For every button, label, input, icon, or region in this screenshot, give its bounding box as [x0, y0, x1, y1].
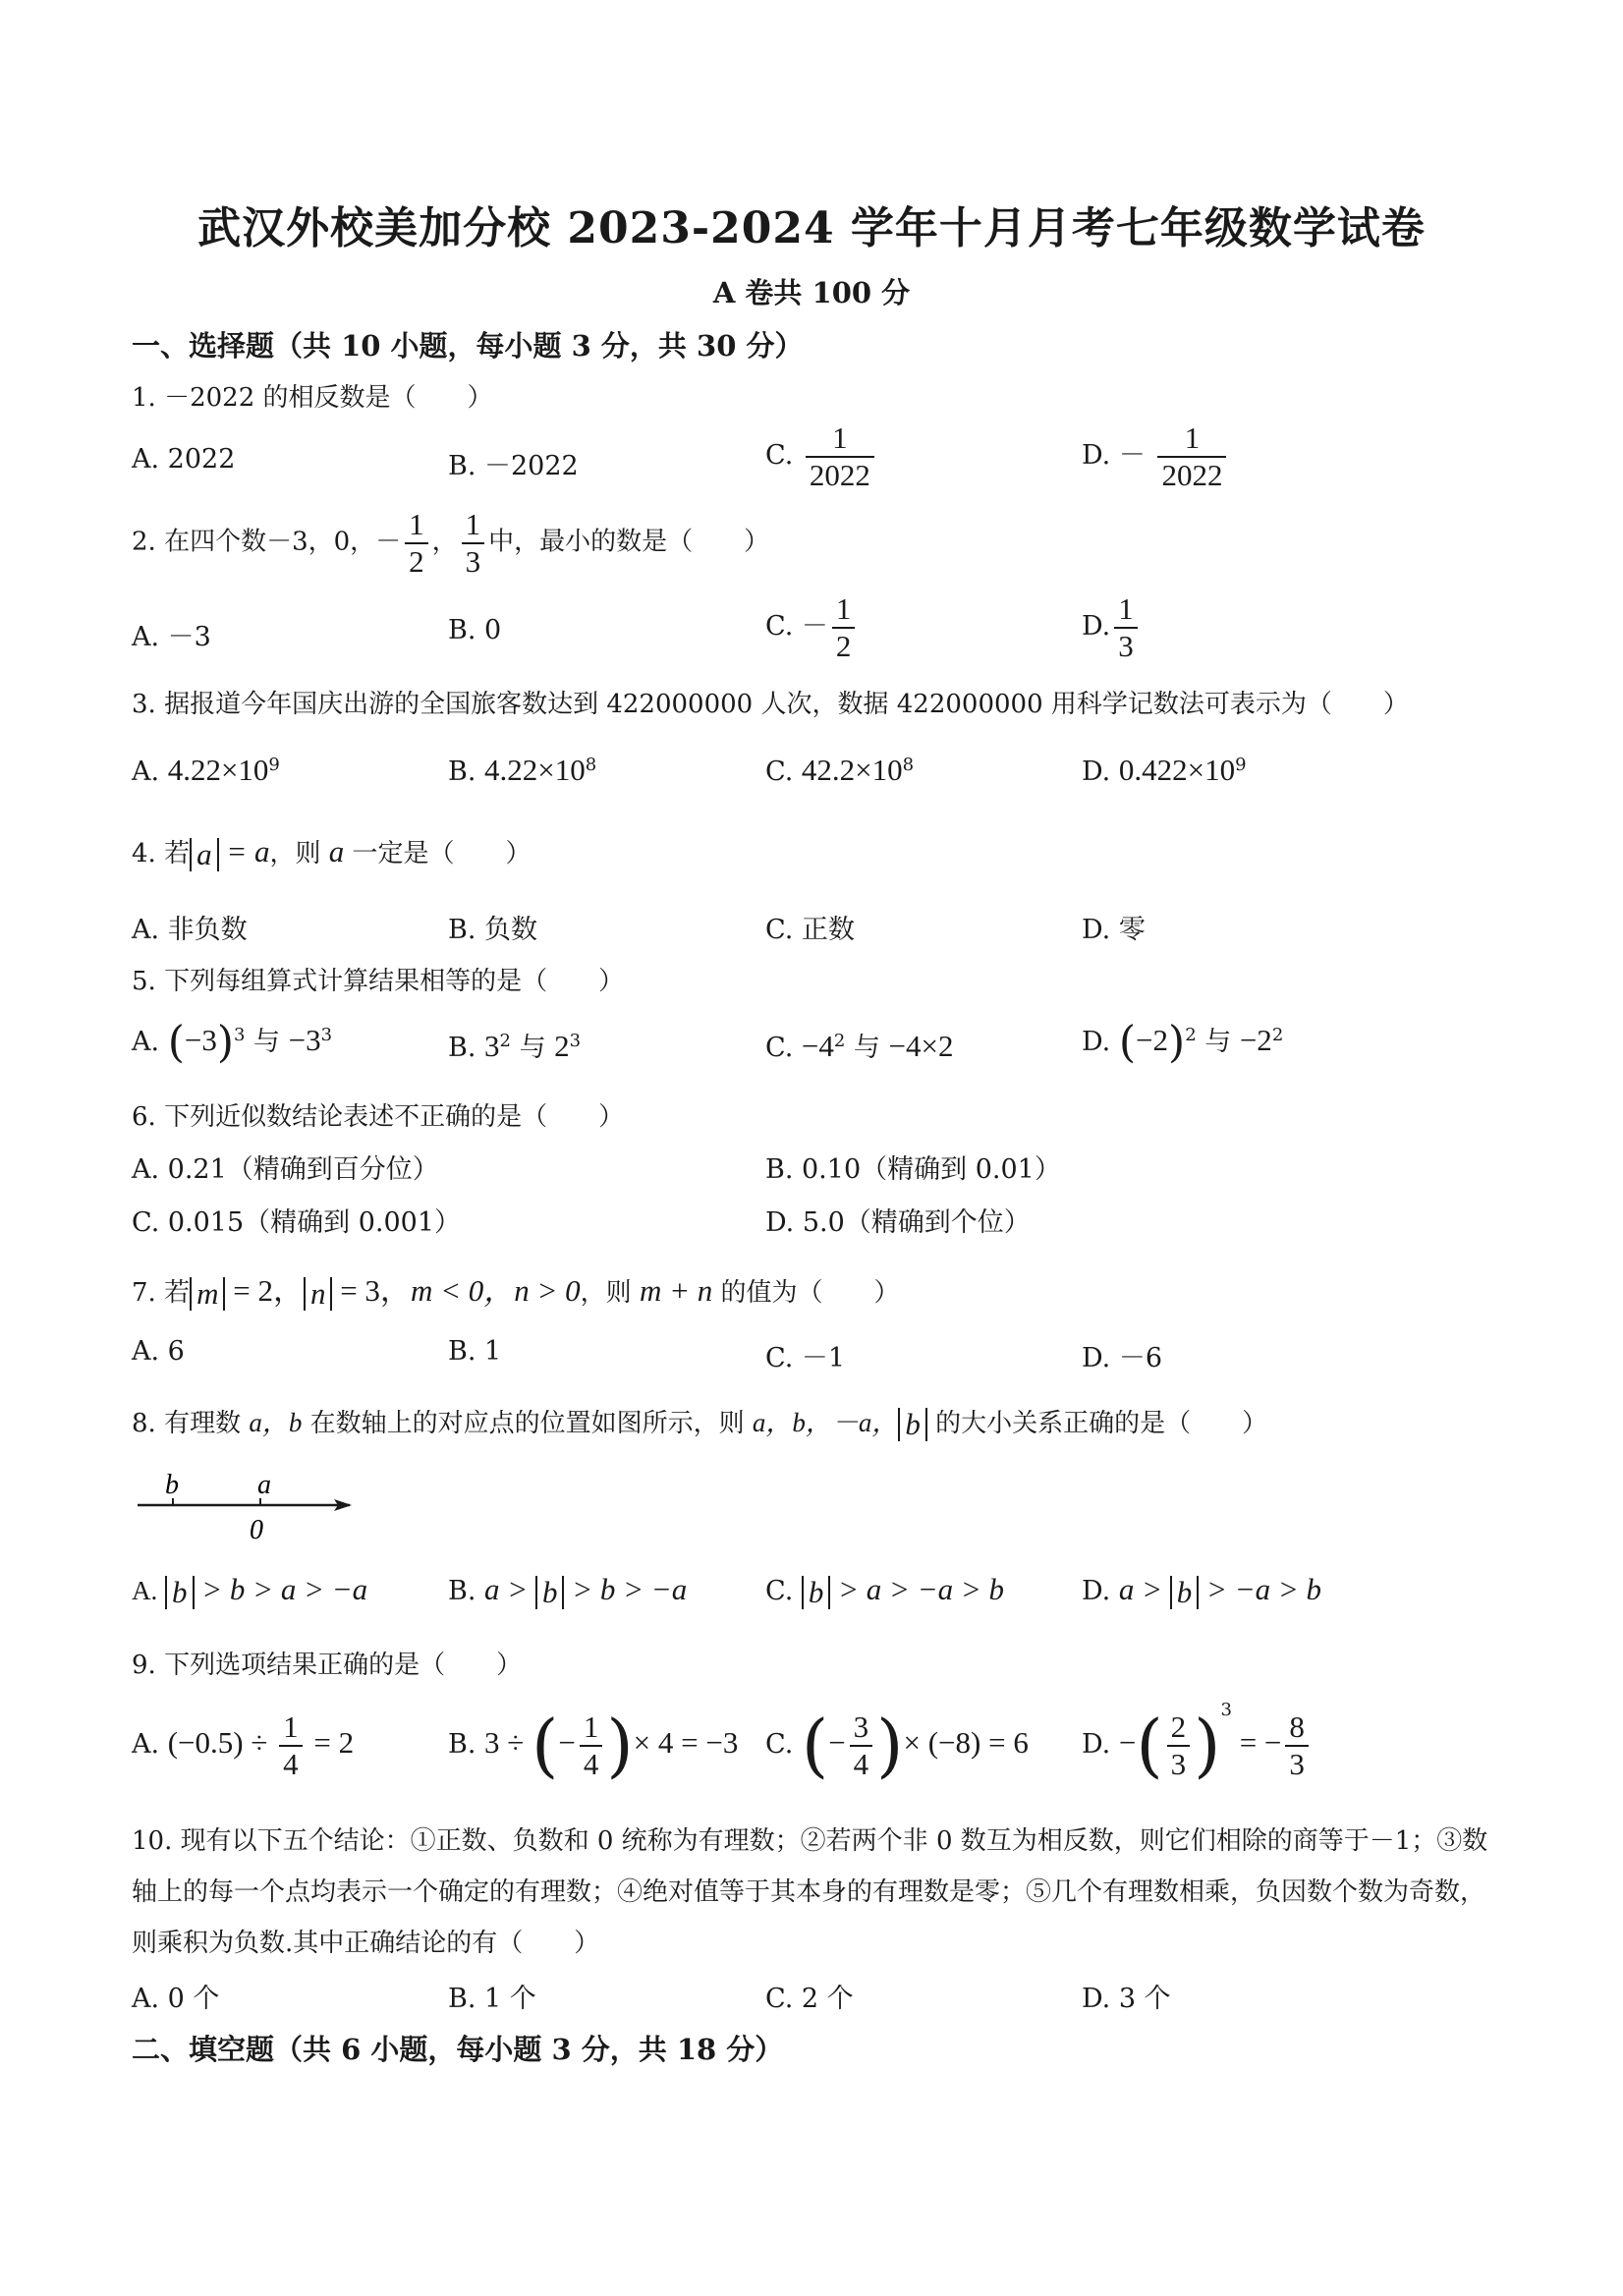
question-2-stem: 2. 在四个数－3，0，－ $\frac{1}{2}$ ， $\frac{1}{3}$ 中，最小的数是（ ）: [132, 507, 770, 579]
q10-option-d: D. 3 个: [1082, 1984, 1171, 2014]
q9-option-a: A. (−0.5) ÷ $\frac{1}{4}$ = 2: [132, 1709, 355, 1781]
section-heading-choice: 一、选择题（共 10 小题，每小题 3 分，共 30 分）: [132, 329, 804, 363]
q1-option-a: A. 2022: [132, 444, 236, 475]
question-6-stem: 6. 下列近似数结论表述不正确的是（ ）: [132, 1102, 625, 1132]
q9-option-b: B. 3 ÷ (− $\frac{1}{4}$ )× 4 = −3: [448, 1705, 739, 1786]
question-4-stem: 4. 若 a = a，则 a 一定是（ ）: [132, 834, 532, 871]
question-8-stem: 8. 有理数 a，b 在数轴上的对应点的位置如图所示，则 a，b，－a， b 的大小关系正确的是（ ）: [132, 1406, 1268, 1441]
q8-option-b: B. a > b > b > −a: [448, 1572, 688, 1609]
q6-option-d: D. 5.0（精确到个位）: [765, 1207, 1031, 1238]
q3-option-b: B. $4.22\times 10^8$: [448, 753, 597, 787]
q7-option-c: C. －1: [765, 1343, 846, 1373]
q9-option-d: D. −( $\frac{2}{3}$ )$^3$ = − $\frac{8}{3}$: [1082, 1700, 1313, 1781]
q2-option-a: A. －3: [132, 622, 211, 652]
fraction: $\frac{1}{2022}$: [1157, 420, 1226, 492]
question-3-stem: 3. 据报道今年国庆出游的全国旅客数达到 422000000 人次，数据 422000000 用科学记数法可表示为（ ）: [132, 690, 1409, 719]
q6-option-a: A. 0.21（精确到百分位）: [132, 1154, 439, 1185]
q6-option-c: C. 0.015（精确到 0.001）: [132, 1207, 462, 1238]
page-title: 武汉外校美加分校 2023-2024 学年十月月考七年级数学试卷: [197, 203, 1426, 253]
q4-option-a: A. 非负数: [132, 915, 248, 945]
fraction: $\frac{1}{2022}$: [806, 420, 874, 492]
q5-option-a: A. $(-3)^3$ 与 $-3^3$: [132, 1017, 333, 1068]
page-subtitle: A 卷共 100 分: [712, 276, 911, 309]
q5-option-c: C. $-4^2$ 与 −4×2: [765, 1029, 954, 1063]
q4-option-b: B. 负数: [448, 915, 538, 945]
q7-option-a: A. 6: [132, 1336, 185, 1367]
q2-option-b: B. 0: [448, 615, 502, 645]
label-zero: 0: [250, 1515, 263, 1543]
q5-option-b: B. $3^2$ 与 $2^3$: [448, 1029, 582, 1063]
q8-option-a: A. b > b > a > −a: [132, 1572, 368, 1609]
q4-option-c: C. 正数: [765, 915, 855, 945]
label-a: a: [257, 1470, 271, 1500]
question-5-stem: 5. 下列每组算式计算结果相等的是（ ）: [132, 967, 625, 996]
question-10-stem: 10. 现有以下五个结论：①正数、负数和 0 统称为有理数；②若两个非 0 数互为相反数，则它们相除的商等于－1；③数轴上的每一个点均表示一个确定的有理数；④绝对值等于其本身的有理数是零；⑤几个有理数相乘，负因数个数为奇数，则乘积为负数.其中正确结论的有（ ）: [132, 1826, 1488, 1958]
q10-option-b: B. 1 个: [448, 1984, 536, 2014]
q8-option-c: C. b > a > −a > b: [765, 1572, 1005, 1609]
q10-option-a: A. 0 个: [132, 1984, 220, 2014]
q8-option-d: D. a > b > −a > b: [1082, 1572, 1322, 1609]
q3-option-c: C. $42.2\times 10^8$: [765, 753, 915, 787]
question-7-stem: 7. 若 m = 2， n = 3，m < 0，n > 0，则 m + n 的值为（ ）: [132, 1273, 900, 1311]
q10-option-c: C. 2 个: [765, 1984, 854, 2014]
q1-option-d: D. － $\frac{1}{2022}$: [1082, 420, 1230, 492]
number-line-figure: [132, 1470, 367, 1543]
q4-option-d: D. 零: [1082, 915, 1146, 945]
q6-option-b: B. 0.10（精确到 0.01）: [765, 1154, 1061, 1185]
q3-option-d: D. $0.422\times 10^9$: [1082, 753, 1247, 787]
section-heading-fill: 二、填空题（共 6 小题，每小题 3 分，共 18 分）: [132, 2033, 784, 2066]
q1-option-b: B. －2022: [448, 451, 579, 481]
q2-option-d: D. $\frac{1}{3}$: [1082, 591, 1142, 663]
q2-option-c: C. － $\frac{1}{2}$: [765, 591, 859, 663]
question-1-stem: 1. －2022 的相反数是（ ）: [132, 383, 493, 413]
q3-option-a: A. $4.22\times 10^9$: [132, 753, 280, 787]
q1-option-c: C. $\frac{1}{2022}$: [765, 420, 878, 492]
question-9-stem: 9. 下列选项结果正确的是（ ）: [132, 1651, 523, 1680]
q7-option-b: B. 1: [448, 1336, 502, 1367]
q5-option-d: D. $(-2)^2$ 与 $-2^2$: [1082, 1017, 1284, 1068]
label-b: b: [165, 1470, 179, 1500]
q7-option-d: D. －6: [1082, 1343, 1163, 1373]
q9-option-c: C. (− $\frac{3}{4}$ )× (−8) = 6: [765, 1705, 1029, 1786]
